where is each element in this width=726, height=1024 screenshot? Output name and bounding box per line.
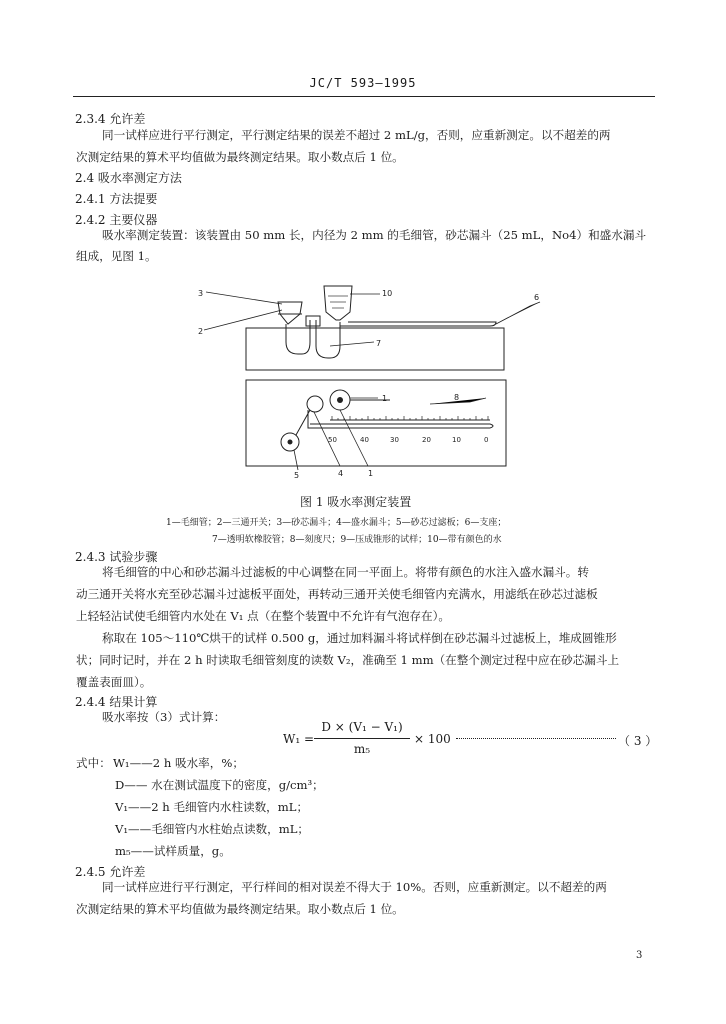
scale-0: 0: [484, 436, 489, 444]
leader-5: [294, 450, 298, 470]
water-funnel-center: [288, 440, 293, 445]
label-3: 3: [198, 289, 204, 298]
var-v1: V₁——毛细管内水柱始点读数，mL；: [115, 822, 310, 836]
s245-line-1: 同一试样应进行平行测定，平行样间的相对误差不得大于 10%。否则，应重新测定。以不超差的两: [102, 880, 607, 894]
scale-50: 50: [328, 436, 337, 444]
sand-core-funnel: [278, 302, 302, 324]
section-2-3-4-heading: 2.3.4 允许差: [75, 112, 146, 126]
label-5: 5: [294, 471, 300, 480]
figure-legend-1: 1—毛细管；2—三通开关；3—砂芯漏斗；4—盛水漏斗；5—砂芯过滤板；6—支座；: [166, 518, 507, 528]
var-m: m₅——试样质量，g。: [115, 844, 231, 858]
s234-line-2: 次测定结果的算术平均值做为最终测定结果。取小数点后 1 位。: [76, 150, 404, 164]
header-rule: [73, 96, 655, 97]
formula-lhs: W₁ =: [283, 732, 315, 746]
var-v2: V₁——2 h 毛细管内水柱读数，mL；: [115, 800, 309, 814]
section-2-4-5-heading: 2.4.5 允许差: [75, 865, 146, 879]
scale-ticks: [332, 416, 488, 420]
scale-10: 10: [452, 436, 461, 444]
s245-line-2: 次测定结果的算术平均值做为最终测定结果。取小数点后 1 位。: [76, 902, 404, 916]
scale-20: 20: [422, 436, 431, 444]
label-8: 8: [454, 393, 460, 402]
plan-tubes: [296, 400, 390, 435]
water-funnel: [324, 286, 352, 320]
scale-30: 30: [390, 436, 399, 444]
s243-line-5: 状；同时记时，并在 2 h 时读取毛细管刻度的读数 V₂，准确至 1 mm（在整个测定过程中应在砂芯漏斗上: [76, 653, 620, 667]
support-base: [246, 328, 504, 370]
leader-6: [496, 302, 540, 324]
plan-view-frame: [246, 380, 506, 466]
label-7: 7: [376, 339, 382, 348]
colored-water: [328, 296, 348, 308]
label-2: 2: [198, 327, 204, 336]
s243-line-2: 动三通开关将水充至砂芯漏斗过滤板平面处，再转动三通开关使毛细管内充满水，用滤纸在砂芯过滤板: [76, 587, 598, 601]
formula-denominator: m₅: [353, 742, 371, 756]
scale-40: 40: [360, 436, 369, 444]
three-way-valve: [306, 316, 320, 326]
formula-leader-dots: [456, 738, 616, 739]
s243-line-6: 覆盖表面皿）。: [76, 675, 152, 689]
apparatus-figure: [190, 280, 550, 480]
label-4: 4: [338, 469, 344, 478]
equation-number: （ 3 ）: [618, 734, 658, 748]
sand-funnel-center: [337, 397, 343, 403]
section-2-4-2-heading: 2.4.2 主要仪器: [75, 213, 158, 227]
fraction-bar: [314, 738, 410, 739]
capillary-plan-2: [310, 424, 493, 428]
where-label: 式中：: [76, 756, 111, 770]
section-2-4-4-heading: 2.4.4 结果计算: [75, 695, 158, 709]
label-1-bottom: 1: [368, 469, 374, 478]
section-2-4-3-heading: 2.4.3 试验步骤: [75, 550, 158, 564]
leader-2: [204, 310, 282, 330]
section-2-4-heading: 2.4 吸水率测定方法: [75, 171, 182, 185]
formula-numerator: D × (V₁ − V₁): [321, 720, 403, 734]
formula-rhs: × 100: [414, 732, 451, 746]
label-10: 10: [382, 289, 393, 298]
leader-3: [206, 292, 282, 304]
s243-line-1: 将毛细管的中心和砂芯漏斗过滤板的中心调整在同一平面上。将带有颜色的水注入盛水漏斗。转: [102, 565, 589, 579]
label-6: 6: [534, 293, 540, 302]
section-2-4-1-heading: 2.4.1 方法提要: [75, 192, 158, 206]
valve-plan: [307, 396, 323, 412]
figure-legend-2: 7—透明软橡胶管；8—刻度尺；9—压成锥形的试样；10—带有颜色的水: [212, 535, 502, 545]
s243-line-3: 上轻轻沾试使毛细管内水处在 V₁ 点（在整个装置中不允许有气泡存在）。: [76, 609, 450, 623]
standard-code-header: JC/T 593—1995: [309, 76, 417, 90]
s242-line-1: 吸水率测定装置：该装置由 50 mm 长，内径为 2 mm 的毛细管，砂芯漏斗（25 mL，No4）和盛水漏斗: [102, 228, 647, 242]
page-number: 3: [636, 950, 643, 961]
s234-line-1: 同一试样应进行平行测定，平行测定结果的误差不超过 2 mL/g，否则，应重新测定。以不超差的两: [102, 128, 611, 142]
label-1-top: 1: [382, 394, 388, 403]
leader-7: [330, 342, 374, 346]
capillary-tube: [340, 322, 496, 326]
s243-line-4: 称取在 105～110℃烘干的试样 0.500 g，通过加料漏斗将试样倒在砂芯漏斗过滤板上，堆成圆锥形: [102, 631, 617, 645]
figure-caption: 图 1 吸水率测定装置: [300, 495, 412, 509]
var-w1: W₁——2 h 吸水率，%；: [113, 756, 244, 770]
capillary-plan: [308, 410, 490, 428]
var-d: D—— 水在测试温度下的密度，g/cm³；: [115, 778, 324, 792]
formula-intro: 吸水率按（3）式计算：: [102, 710, 226, 724]
s242-line-2: 组成，见图 1。: [76, 249, 157, 263]
